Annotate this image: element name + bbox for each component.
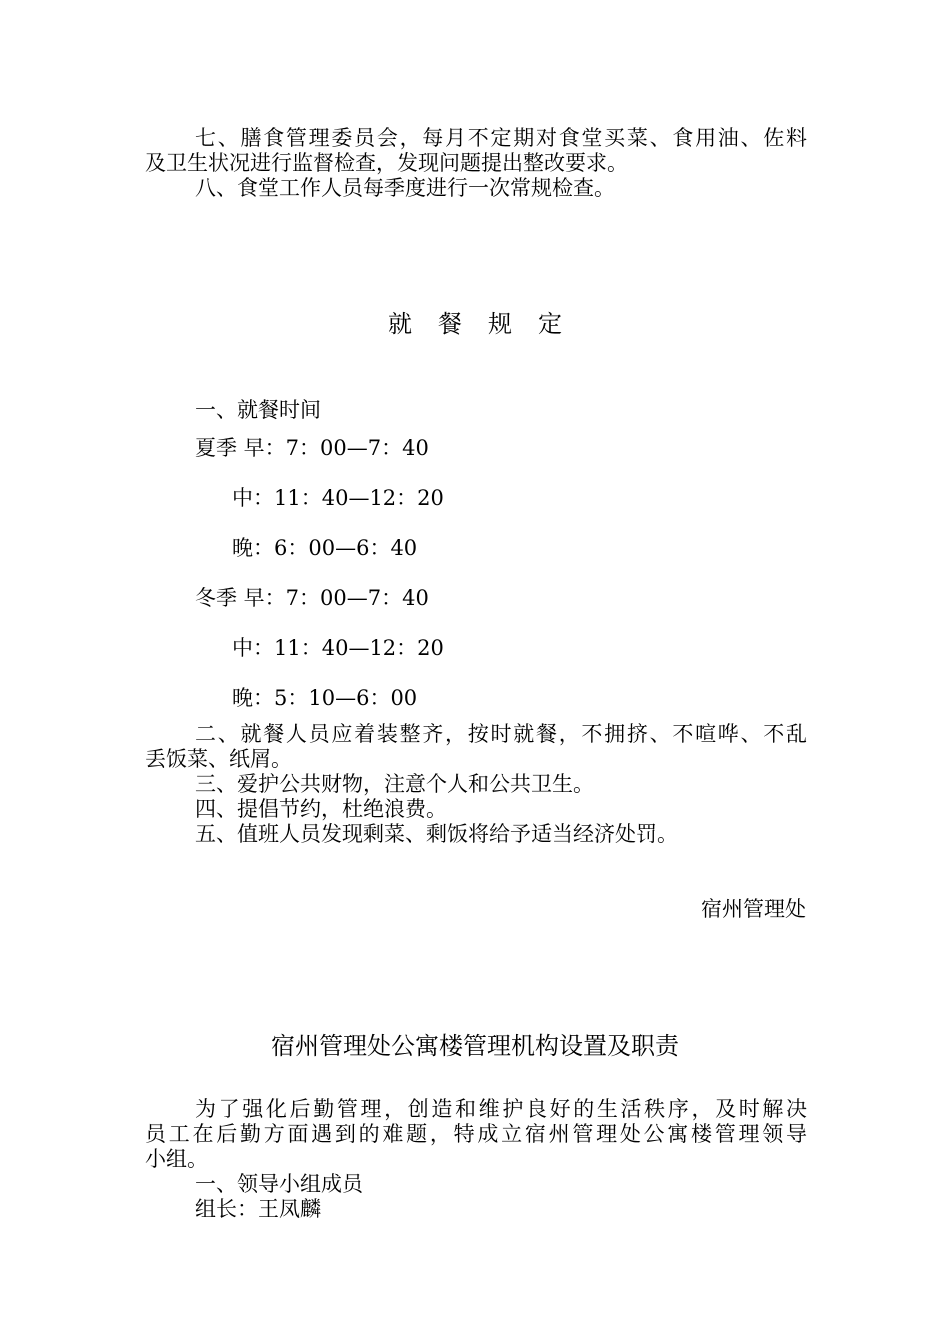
leadership-group-heading: 一、领导小组成员 [195, 1172, 363, 1196]
item7-line1: 七、膳食管理委员会，每月不定期对食堂买菜、食用油、佐料 [195, 126, 807, 150]
dining-rule-2-line1: 二、就餐人员应着装整齐，按时就餐，不拥挤、不喧哗、不乱 [195, 722, 807, 746]
dining-rule-4: 四、提倡节约，杜绝浪费。 [195, 797, 447, 821]
group-leader: 组长：王凤麟 [195, 1197, 321, 1221]
intro-line3: 小组。 [145, 1147, 208, 1171]
dining-rule-3: 三、爱护公共财物，注意个人和公共卫生。 [195, 772, 594, 796]
summer-dinner-time: 晚：6：00—6：40 [232, 536, 418, 560]
intro-line2: 员工在后勤方面遇到的难题，特成立宿州管理处公寓楼管理领导 [145, 1122, 807, 1146]
winter-breakfast-time: 冬季 早：7：00—7：40 [195, 586, 429, 610]
dining-rule-2-line2: 丢饭菜、纸屑。 [145, 747, 292, 771]
summer-breakfast-time: 夏季 早：7：00—7：40 [195, 436, 429, 460]
item8: 八、食堂工作人员每季度进行一次常规检查。 [195, 176, 615, 200]
signature: 宿州管理处 [701, 897, 806, 921]
winter-lunch-time: 中：11：40—12：20 [232, 636, 444, 660]
dining-rules-title: 就餐规定 [388, 310, 588, 338]
summer-lunch-time: 中：11：40—12：20 [232, 486, 444, 510]
item7-line2: 及卫生状况进行监督检查，发现问题提出整改要求。 [145, 151, 628, 175]
dining-time-heading: 一、就餐时间 [195, 398, 321, 422]
winter-dinner-time: 晚：5：10—6：00 [232, 686, 418, 710]
dining-rule-5: 五、值班人员发现剩菜、剩饭将给予适当经济处罚。 [195, 822, 678, 846]
intro-line1: 为了强化后勤管理，创造和维护良好的生活秩序，及时解决 [195, 1097, 807, 1121]
apartment-section-title: 宿州管理处公寓楼管理机构设置及职责 [271, 1032, 679, 1060]
